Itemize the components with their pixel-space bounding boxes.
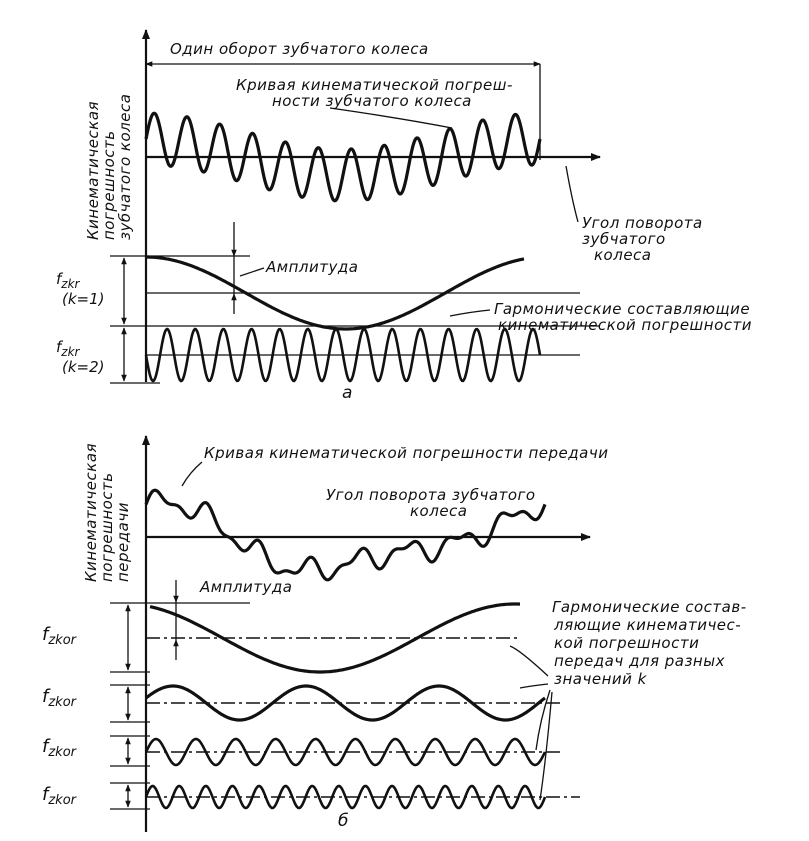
b-harmonics-line1: Гармонические состав- xyxy=(552,598,747,616)
b-harmonics-line5: значений k xyxy=(554,670,647,688)
a-f1-k: (k=1) xyxy=(62,290,105,308)
a-harmonics-leader xyxy=(450,310,490,316)
b-harmonics-line3: кой погрешности xyxy=(554,634,700,652)
b-harmonic-wave-2 xyxy=(146,686,545,720)
a-curve-leader xyxy=(330,108,452,128)
b-angle-label-line2: колеса xyxy=(410,502,468,520)
a-curve-label-line2: ности зубчатого колеса xyxy=(272,92,472,110)
a-angle-label-line2: зубчатого xyxy=(582,230,666,248)
a-y-label-line3: зубчатого колеса xyxy=(116,93,134,240)
b-y-label-line3: передачи xyxy=(114,502,132,582)
b-y-label-line1: Кинематическая xyxy=(82,442,100,582)
b-caption: б xyxy=(338,811,349,831)
a-amplitude-label: Амплитуда xyxy=(266,258,359,276)
b-harmonic-wave-3 xyxy=(146,739,545,765)
b-amplitude-label: Амплитуда xyxy=(200,578,293,596)
part-a xyxy=(56,30,752,403)
a-f1-symbol: $f_{zkr}$ xyxy=(56,270,80,291)
a-angle-label-line1: Угол поворота xyxy=(582,214,703,232)
b-leader-2 xyxy=(520,684,548,688)
b-y-label-line2: погрешность xyxy=(98,472,116,582)
b-harmonics-line4: передач для разных xyxy=(554,652,725,670)
a-f2-k: (k=2) xyxy=(62,358,105,376)
a-curve-label-line1: Кривая кинематической погреш- xyxy=(236,76,513,94)
b-title-leader xyxy=(182,462,202,486)
a-angle-leader xyxy=(566,166,578,222)
b-f-row3: fzkor xyxy=(42,736,76,760)
a-harmonics-label-line2: кинематической погрешности xyxy=(498,316,752,334)
b-f-row4: fzkor xyxy=(42,784,76,808)
b-title: Кривая кинематической погрешности передачи xyxy=(204,444,609,462)
b-leader-1 xyxy=(510,646,548,676)
a-y-label-line2: погрешность xyxy=(100,130,118,240)
b-angle-label-line1: Угол поворота зубчатого xyxy=(326,486,536,504)
a-amplitude-leader xyxy=(240,268,264,276)
a-caption: а xyxy=(342,383,353,403)
a-harmonics-label-line1: Гармонические составляющие xyxy=(494,300,751,318)
a-angle-label-line3: колеса xyxy=(594,246,652,264)
b-harmonics-line2: ляющие кинематичес- xyxy=(554,616,742,634)
b-f-row2: fzkor xyxy=(42,686,76,710)
a-y-label xyxy=(84,94,134,240)
a-y-label-line1: Кинематическая xyxy=(84,100,102,240)
b-leader-4 xyxy=(540,692,552,800)
b-f-row1: fzkor xyxy=(42,624,76,648)
a-f2-symbol: $f_{zkr}$ xyxy=(56,338,80,359)
part-b xyxy=(42,436,747,832)
a-one-revolution-label: Один оборот зубчатого колеса xyxy=(170,40,429,58)
b-y-label xyxy=(82,443,132,582)
